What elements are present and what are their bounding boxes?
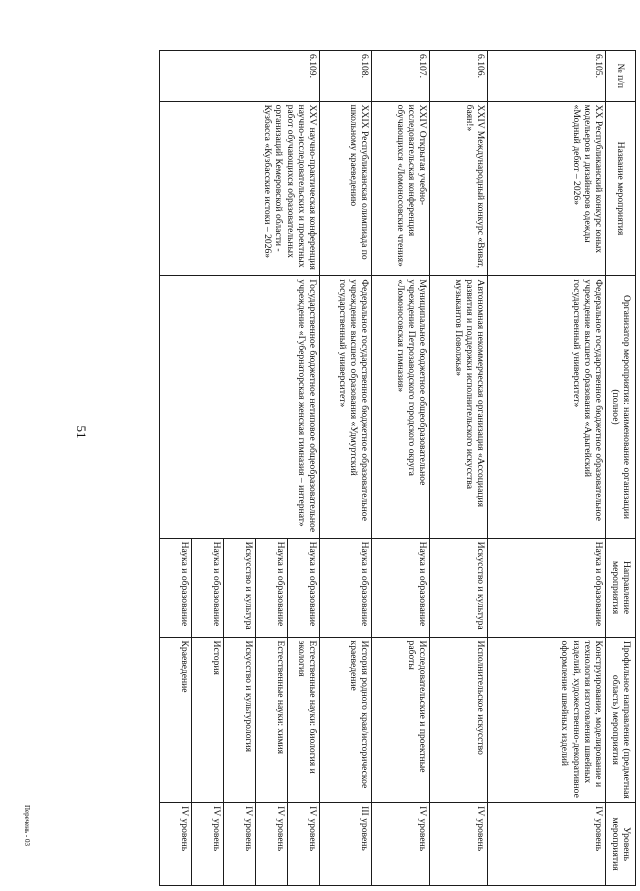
event-level: IV уровень [192,803,224,886]
event-profile: История [192,637,224,803]
event-direction: Наука и образование [160,538,192,637]
event-profile: Краеведение [160,637,192,803]
event-profile: Естественные науки: биология и экология [288,637,320,803]
table-row [488,51,606,886]
row-number: 6.108. [320,51,372,102]
event-organizer: Государственное бюджетное нетиповое общеобразовательное учреждение «Губернаторская женская гимназия – интернат» [160,276,320,538]
event-level: IV уровень [256,803,288,886]
page-number: 51 [74,425,89,439]
event-profile: Искусство и культурология [224,637,256,803]
event-name: XXIX Республиканская олимпиада по школьному краеведению [320,101,372,276]
event-organizer: Федеральное государственное бюджетное образовательное учреждение высшего образования «Удмуртский государственный университет» [320,276,372,538]
event-level: IV уровень [288,803,320,886]
header-name: Название мероприятия [606,101,636,276]
event-name: XXV научно-практическая конференция научно-исследовательских и проектных работ обучающихся образовательных организаций Кемеровской области - Кузбасса «Кузбасские истоки – 2026» [160,101,320,276]
event-direction: Искусство и культура [430,538,488,637]
event-direction: Искусство и культура [224,538,256,637]
event-name: XXIV Открытая учебно-исследовательская конференция обучающихся «Ломоносовские чтения» [372,101,430,276]
row-number: 6.105. [488,51,606,102]
header-num: № п/п [606,51,636,102]
event-level: IV уровень [372,803,430,886]
events-table [159,50,636,886]
rotated-table-wrapper [128,50,636,886]
event-level: IV уровень [160,803,192,886]
table-row [320,51,372,886]
event-direction: Наука и образование [372,538,430,637]
table-header-row [606,51,636,886]
event-direction: Наука и образование [192,538,224,637]
table-row [372,51,430,886]
event-organizer: Автономная некоммерческая организация «Ассоциация развития и поддержки исполнительского искусства музыкантов Поволжья» [430,276,488,538]
header-level: Уровень мероприятия [606,803,636,886]
header-profile: Профильное направление (предметная область) мероприятия [606,637,636,803]
footer-note: Перечень - 03 [23,805,31,846]
event-direction: Наука и образование [288,538,320,637]
event-name: XXIV Международный конкурс «Виват, баян!» [430,101,488,276]
event-direction: Наука и образование [256,538,288,637]
header-organizer: Организатор мероприятия: наименование организации (полное) [606,276,636,538]
event-profile: Исполнительское искусство [430,637,488,803]
event-name: XX Республиканский конкурс юных модельеров и дизайнеров одежды «Модный дебют – 2026» [488,101,606,276]
table-row [288,51,320,886]
event-profile: История родного края/историческое краеведение [320,637,372,803]
row-number: 6.109. [160,51,320,102]
event-direction: Наука и образование [320,538,372,637]
event-profile: Естественные науки: химия [256,637,288,803]
event-organizer: Федеральное государственное бюджетное образовательное учреждение высшего образования «Адыгейский государственный университет» [488,276,606,538]
row-number: 6.107. [372,51,430,102]
event-direction: Наука и образование [488,538,606,637]
event-level: IV уровень [488,803,606,886]
header-direction: Направление мероприятия [606,538,636,637]
row-number: 6.106. [430,51,488,102]
event-organizer: Муниципальное бюджетное общеобразовательное учреждение Петрозаводского городского округа «Ломоносовская гимназия» [372,276,430,538]
table-row [430,51,488,886]
event-level: IV уровень [430,803,488,886]
event-profile: Исследовательские и проектные работы [372,637,430,803]
event-level: III уровень [320,803,372,886]
event-profile: Конструирование, моделирование и технология изготовления швейных изделий, художественно-декоративное оформление швейных изделий [488,637,606,803]
event-level: IV уровень [224,803,256,886]
